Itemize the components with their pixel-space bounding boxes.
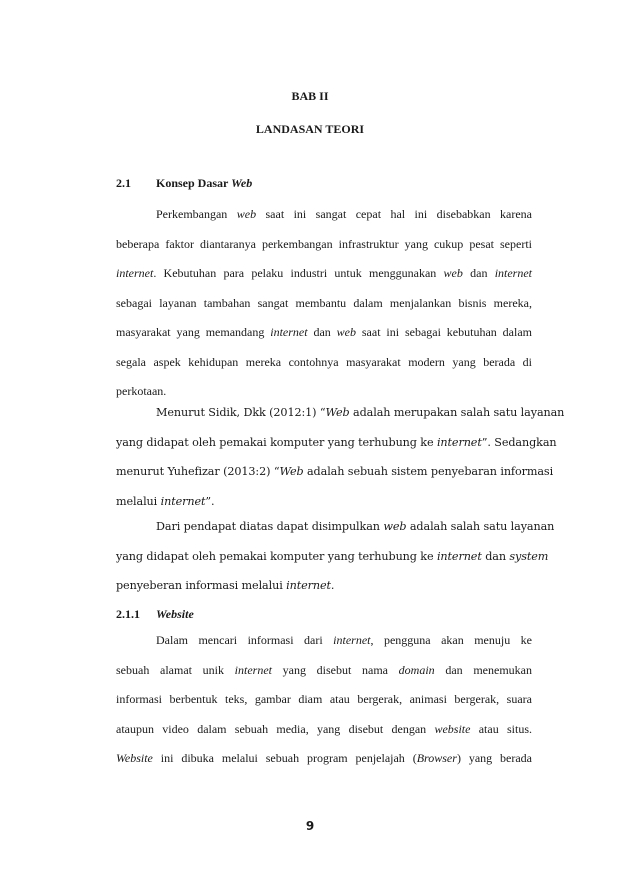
paragraph-line: penyeberan informasi melalui internet. xyxy=(116,579,335,592)
section-number: 2.1 xyxy=(116,176,131,190)
paragraph-line: sebuah alamat unik internet yang disebut nama domain dan menemukan xyxy=(116,662,532,677)
paragraph-line: internet. Kebutuhan para pelaku industri untuk menggunakan web dan internet xyxy=(116,266,533,280)
section-title: Website xyxy=(156,607,194,621)
paragraph-line: Dari pendapat diatas dapat disimpulkan web adalah salah satu layanan xyxy=(156,520,555,533)
paragraph-line: Website ini dibuka melalui sebuah program penjelajah (Browser) yang berada xyxy=(116,751,533,765)
paragraph-line: perkotaan. xyxy=(116,384,167,398)
chapter-label: BAB II xyxy=(291,89,329,103)
paragraph-line: masyarakat yang memandang internet dan web saat ini sebagai kebutuhan dalam xyxy=(116,325,532,339)
paragraph-line: ataupun video dalam sebuah media, yang disebut dengan website atau situs. xyxy=(116,721,532,736)
paragraph-line: sebagai layanan tambahan sangat membantu dalam menjalankan bisnis mereka, xyxy=(116,295,532,310)
page-number: 9 xyxy=(305,819,315,833)
paragraph-line: informasi berbentuk teks, gambar diam atau bergerak, animasi bergerak, suara xyxy=(116,692,532,706)
section-heading-2-1-1 xyxy=(116,607,416,623)
paragraph-line: Perkembangan web saat ini sangat cepat hal ini disebabkan karena xyxy=(156,207,533,221)
section-number: 2.1.1 xyxy=(116,607,140,621)
paragraph-line: Menurut Sidik, Dkk (2012:1) “Web adalah merupakan salah satu layanan xyxy=(156,406,565,419)
paragraph-line: menurut Yuhefizar (2013:2) “Web adalah sebuah sistem penyebaran informasi xyxy=(116,465,554,479)
section-title: Konsep Dasar Web xyxy=(156,176,253,190)
paragraph-line: beberapa faktor diantaranya perkembangan infrastruktur yang cukup pesat seperti xyxy=(116,236,532,251)
paragraph-line: melalui internet”. xyxy=(116,494,215,508)
section-heading-2-1 xyxy=(116,176,416,192)
paragraph-line: segala aspek kehidupan mereka contohnya masyarakat modern yang berada di xyxy=(116,354,532,369)
chapter-title: LANDASAN TEORI xyxy=(255,122,365,136)
paragraph-line: Dalam mencari informasi dari internet, pengguna akan menuju ke xyxy=(156,633,533,647)
paragraph-line: yang didapat oleh pemakai komputer yang terhubung ke internet”. Sedangkan xyxy=(116,435,557,449)
paragraph-line: yang didapat oleh pemakai komputer yang terhubung ke internet dan system xyxy=(116,549,549,563)
